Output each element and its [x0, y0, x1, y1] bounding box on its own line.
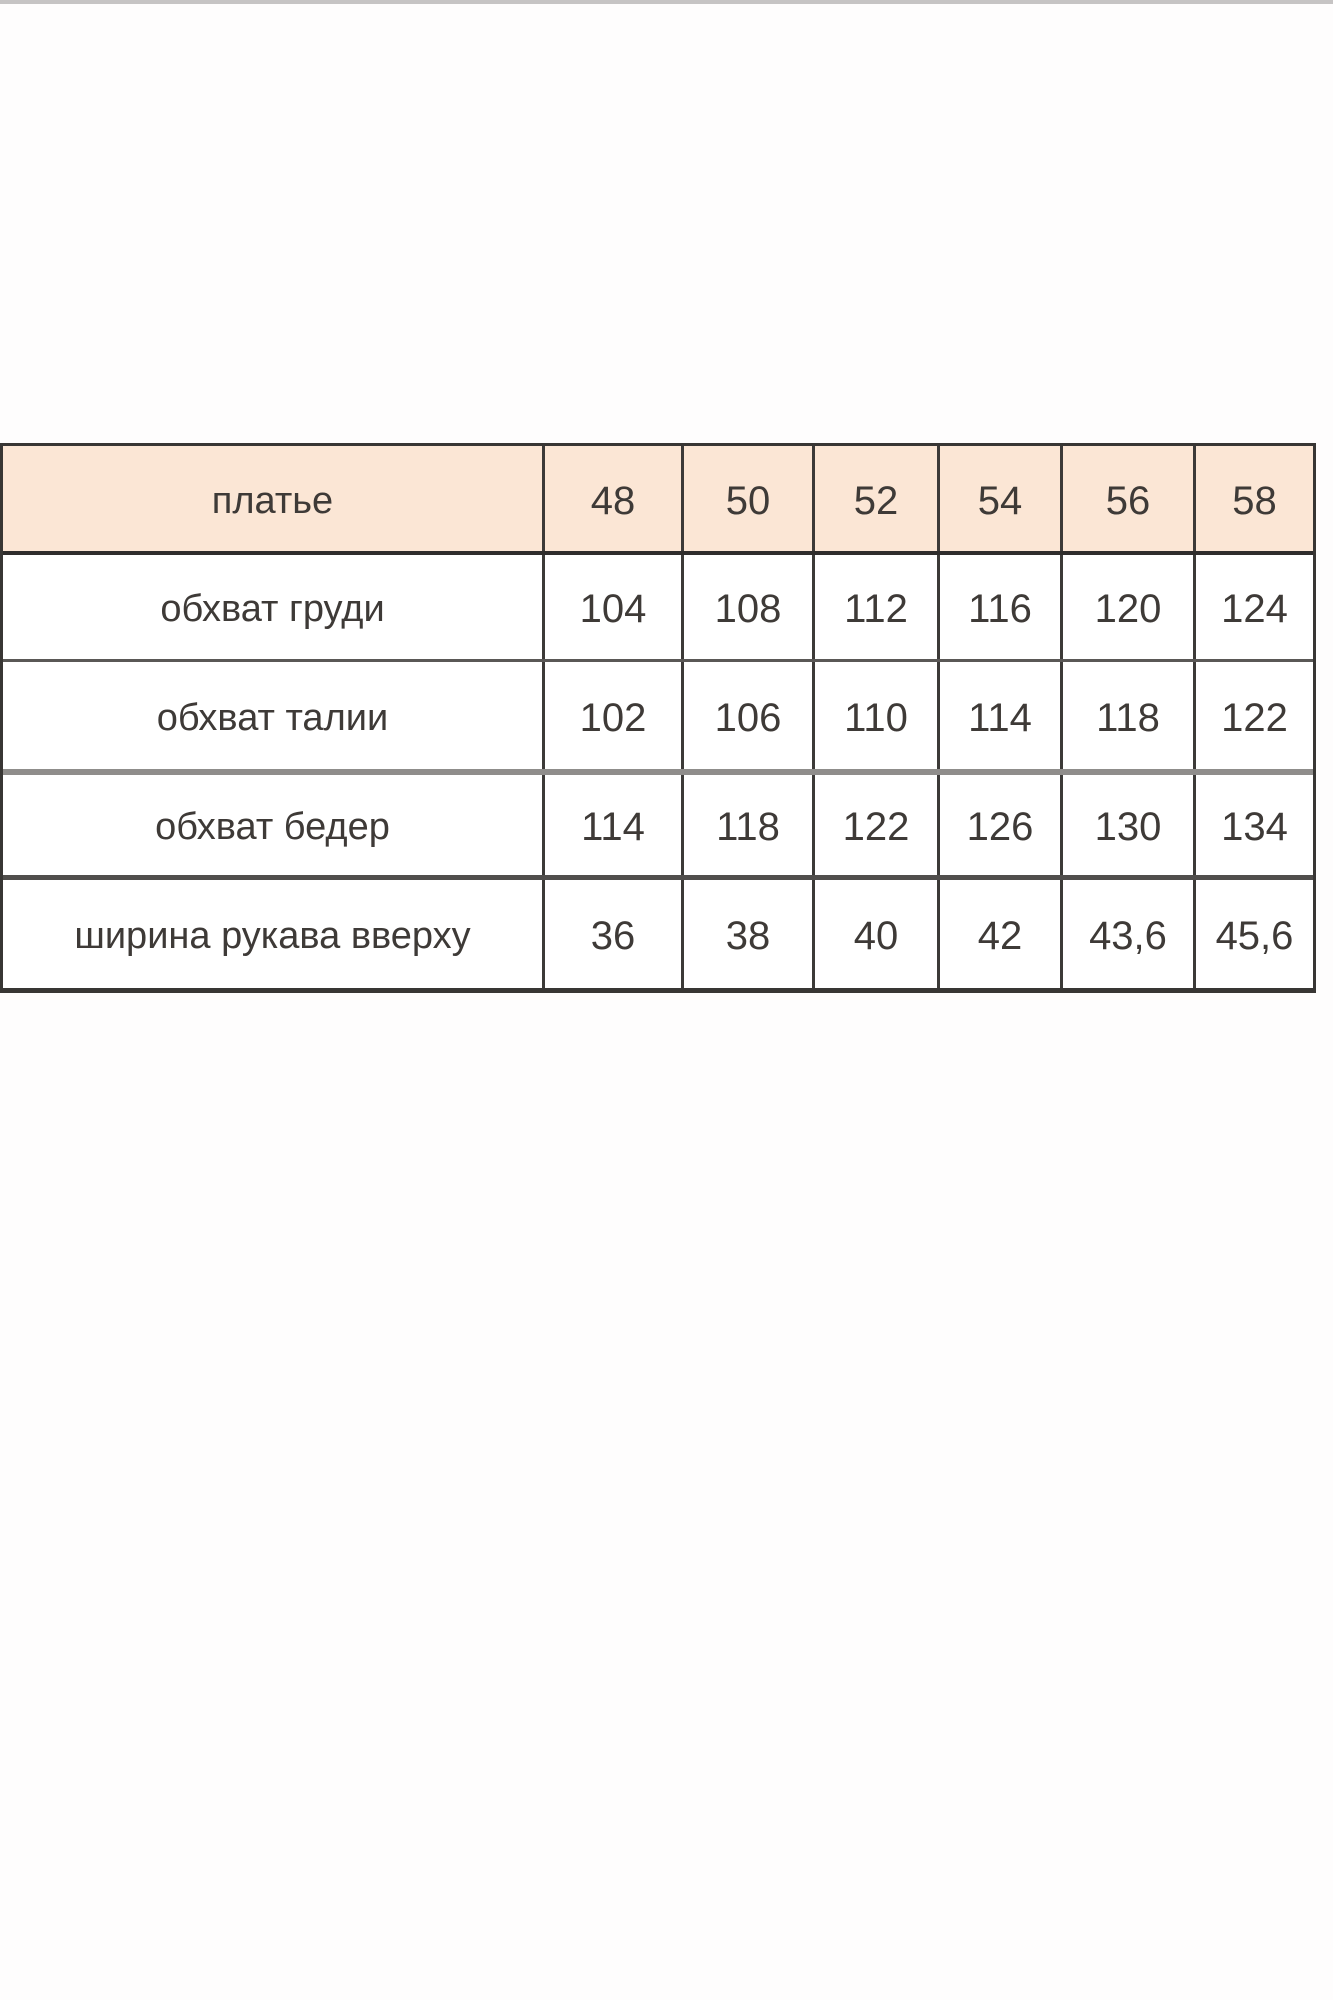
size-table	[0, 443, 1316, 993]
measurement-value: 122	[812, 775, 937, 875]
measurement-value: 130	[1060, 775, 1193, 875]
measurement-value: 124	[1193, 555, 1313, 659]
measurement-value: 36	[542, 880, 681, 988]
measurement-value: 106	[681, 662, 812, 769]
measurement-value: 38	[681, 880, 812, 988]
measurement-value: 112	[812, 555, 937, 659]
row-label: обхват талии	[156, 696, 389, 739]
measurement-value: 110	[812, 662, 937, 769]
measurement-value: 40	[812, 880, 937, 988]
measurement-value: 104	[542, 555, 681, 659]
size-column-header: 56	[1060, 446, 1193, 551]
measurement-value: 102	[542, 662, 681, 769]
measurement-value: 122	[1193, 662, 1313, 769]
size-column-header: 54	[937, 446, 1060, 551]
measurement-value: 45,6	[1193, 880, 1313, 988]
measurement-value: 42	[937, 880, 1060, 988]
size-column-header: 48	[542, 446, 681, 551]
size-column-header: 52	[812, 446, 937, 551]
table-header-row	[3, 446, 1313, 551]
measurement-value: 118	[1060, 662, 1193, 769]
row-label: ширина рукава вверху	[74, 915, 471, 957]
measurement-value: 120	[1060, 555, 1193, 659]
measurement-value: 114	[937, 662, 1060, 769]
size-column-header: 58	[1193, 446, 1313, 551]
table-title: платье	[3, 446, 542, 551]
measurement-value: 118	[681, 775, 812, 875]
size-column-header: 50	[681, 446, 812, 551]
table-row	[3, 659, 1313, 769]
row-label: обхват бедер	[155, 806, 390, 848]
measurement-value: 114	[542, 775, 681, 875]
table-row	[3, 769, 1313, 875]
measurement-value: 108	[681, 555, 812, 659]
top-edge-divider	[0, 0, 1333, 4]
measurement-value: 134	[1193, 775, 1313, 875]
row-label: обхват груди	[160, 588, 385, 630]
measurement-value: 126	[937, 775, 1060, 875]
measurement-value: 116	[937, 555, 1060, 659]
measurement-value: 43,6	[1060, 880, 1193, 988]
table-row	[3, 875, 1313, 988]
table-row	[3, 551, 1313, 659]
